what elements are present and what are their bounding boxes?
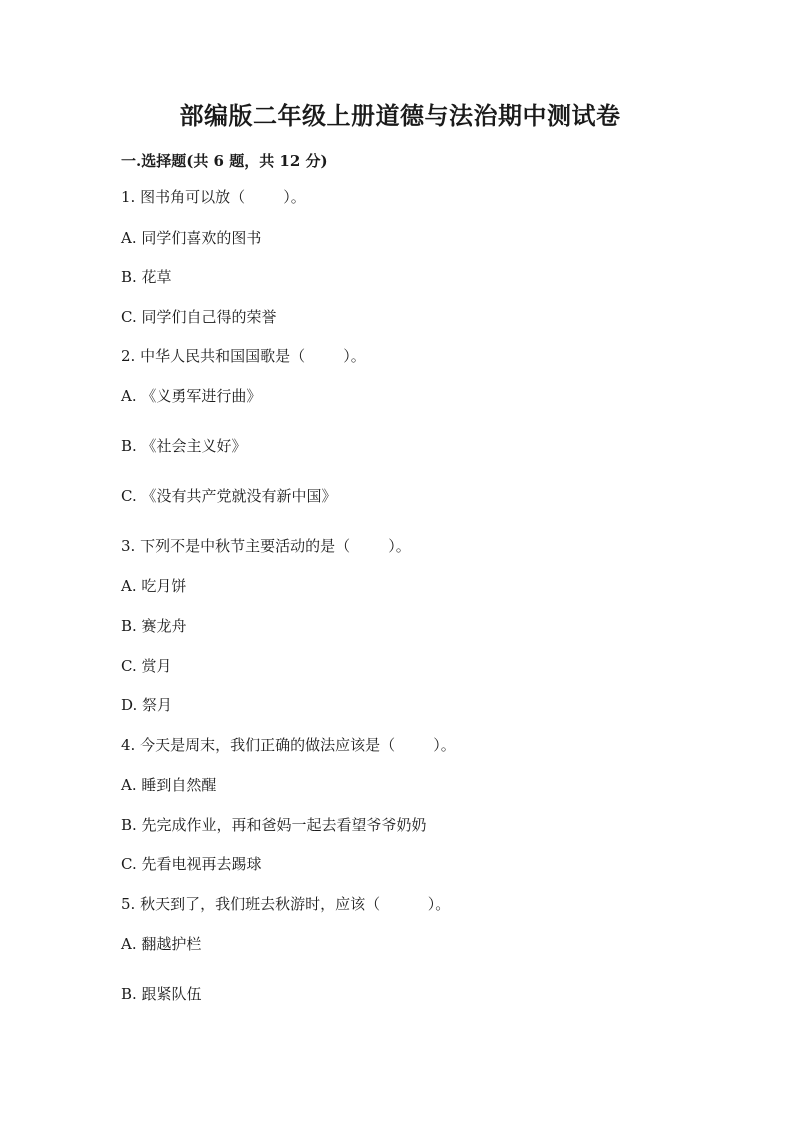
answer-option: B. 先完成作业，再和爸妈一起去看望爷爷奶奶 [121, 816, 427, 834]
answer-option: C. 赏月 [121, 657, 172, 675]
answer-option: C. 先看电视再去踢球 [121, 855, 262, 873]
answer-option: A. 翻越护栏 [121, 935, 202, 953]
answer-option: C. 《没有共产党就没有新中国》 [121, 487, 337, 505]
question-stem: 4. 今天是周末，我们正确的做法应该是（ ）。 [121, 736, 456, 754]
answer-option: A. 睡到自然醒 [121, 776, 217, 794]
answer-option: B. 赛龙舟 [121, 617, 187, 635]
question-stem: 1. 图书角可以放（ ）。 [121, 188, 306, 206]
answer-option: A. 吃月饼 [121, 577, 187, 595]
question-stem: 3. 下列不是中秋节主要活动的是（ ）。 [121, 537, 411, 555]
answer-option: A. 《义勇军进行曲》 [121, 387, 262, 405]
answer-option: A. 同学们喜欢的图书 [121, 229, 262, 247]
answer-option: D. 祭月 [121, 696, 173, 714]
question-stem: 5. 秋天到了，我们班去秋游时，应该（ ）。 [121, 895, 451, 913]
answer-option: C. 同学们自己得的荣誉 [121, 308, 277, 326]
section-heading: 一.选择题(共 6 题，共 12 分) [121, 152, 328, 170]
answer-option: B. 《社会主义好》 [121, 437, 247, 455]
answer-option: B. 跟紧队伍 [121, 985, 202, 1003]
question-stem: 2. 中华人民共和国国歌是（ ）。 [121, 347, 366, 365]
answer-option: B. 花草 [121, 268, 172, 286]
page-title: 部编版二年级上册道德与法治期中测试卷 [179, 101, 621, 130]
